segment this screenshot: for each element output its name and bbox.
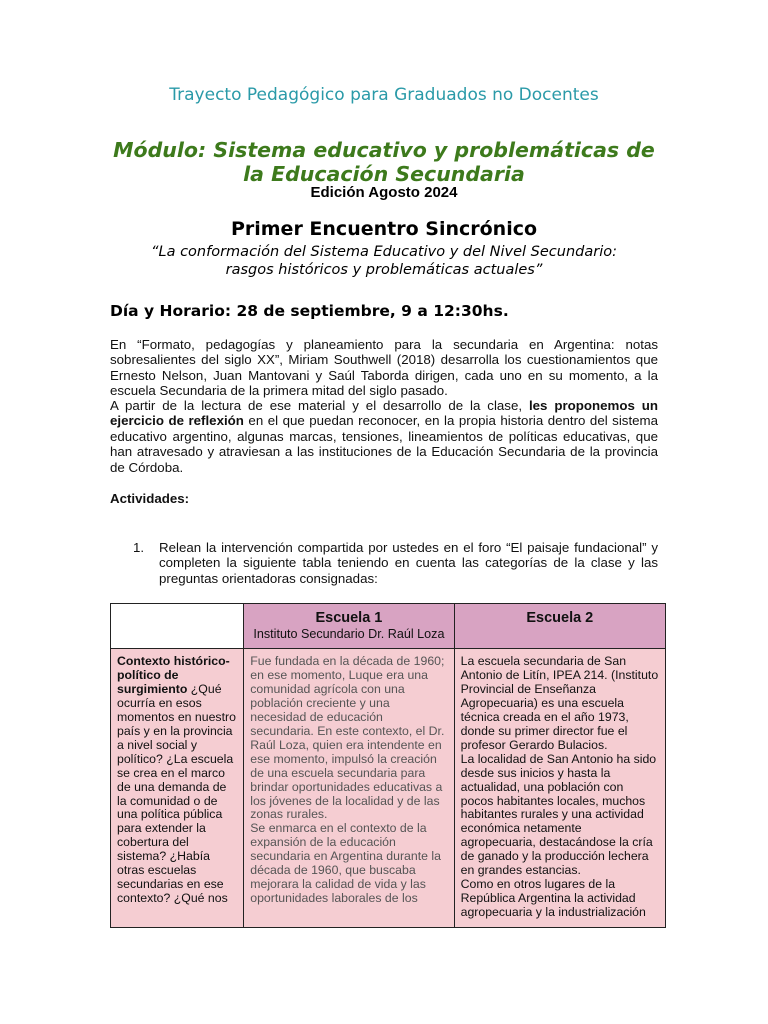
school-1-name: Escuela 1 [315,610,383,626]
category-title: Contexto histórico-político de surgimiento [117,654,230,696]
activity-text: Relean la intervención compartida por ustedes en el foro “El paisaje fundacional” y completen la siguiente tabla teniendo en cuenta las categorías de la clase y las preguntas orientadoras consignadas: [159,540,658,586]
encounter-title: Primer Encuentro Sincrónico [230,218,538,240]
category-cell [111,649,244,928]
schools-table [110,603,666,928]
program-title: Trayecto Pedagógico para Graduados no Docentes [169,85,599,105]
header-school-1 [244,604,454,649]
table-row [111,649,666,928]
activity-number: 1. [133,540,145,555]
reflection-text-start: A partir de la lectura de ese material y el desarrollo de la clase, [110,398,529,413]
module-title-line1: Módulo: Sistema educativo y problemáticas de [113,138,655,162]
quote-line2: rasgos históricos y problemáticas actuales” [225,262,543,278]
reflection-text-end: en el que puedan reconocer, en la propia historia dentro del sistema educativo argentino, algunas marcas, tensiones, lineamientos de políticas educativas, que han atravesado y atraviesan a las instituciones de la Educación Secundaria de la provincia de Córdoba. [110,413,658,475]
quote-line1: “La conformación del Sistema Educativo y del Nivel Secundario: [151,244,617,260]
school-1-subtitle: Instituto Secundario Dr. Raúl Loza [253,627,445,641]
activities-heading: Actividades: [110,491,190,506]
encounter-quote [0,243,768,279]
school-1-answer: Fue fundada en la década de 1960; en ese momento, Luque era una comunidad agrícola con una población creciente y una necesidad de educación secundaria. En este contexto, el Dr. Raúl Loza, quien era intendente en ese momento, impulsó la creación de una escuela secundaria para brindar oportunidades educativas a los jóvenes de la localidad y de las zonas rurales. Se enmarca en el contexto de la expansión de la educación secundaria en Argentina durante la década de 1960, que buscaba mejorara la calidad de vida y las oportunidades laborales de los [250,654,445,906]
category-questions: ¿Qué ocurría en esos momentos en nuestro país y en la provincia a nivel social y político? ¿La escuela se crea en el marco de una demanda de la comunidad o de una política pública para extender la cobertura del sistema? ¿Había otras escuelas secundarias en ese contexto? ¿Qué nos [117,681,236,906]
module-title [0,138,768,186]
school-2-name: Escuela 2 [526,610,594,626]
schedule-heading: Día y Horario: 28 de septiembre, 9 a 12:30hs. [110,302,509,320]
header-empty-cell [111,604,244,649]
reflection-paragraph [110,398,658,475]
module-title-line2: la Educación Secundaria [243,162,525,186]
edition-label: Edición Agosto 2024 [310,184,458,201]
table-header-row [111,604,666,649]
header-school-2 [454,604,665,649]
school-1-cell[interactable] [244,649,454,928]
school-2-cell[interactable] [454,649,665,928]
reflection-emphasis: les proponemos un ejercicio de reflexión [110,398,658,429]
intro-paragraph: En “Formato, pedagogías y planeamiento para la secundaria en Argentina: notas sobresalientes del siglo XX”, Miriam Southwell (2018) desarrolla los cuestionamientos que Ernesto Nelson, Juan Mantovani y Saúl Taborda dirigen, cada uno en su momento, a la escuela Secundaria de la primera mitad del siglo pasado. [110,337,658,399]
school-2-answer: La escuela secundaria de San Antonio de Litín, IPEA 214. (Instituto Provincial de Enseñanza Agropecuaria) es una escuela técnica creada en el año 1973, donde su primer director fue el profesor Gerardo Bulacios. La localidad de San Antonio ha sido desde sus inicios y hasta la actualidad, una población con pocos habitantes locales, muchos habitantes rurales y una actividad económica netamente agropecuaria, destacándose la cría de ganado y la producción lechera en grandes estancias. Como en otros lugares de la República Argentina la actividad agropecuaria y la industrialización [460,654,659,920]
